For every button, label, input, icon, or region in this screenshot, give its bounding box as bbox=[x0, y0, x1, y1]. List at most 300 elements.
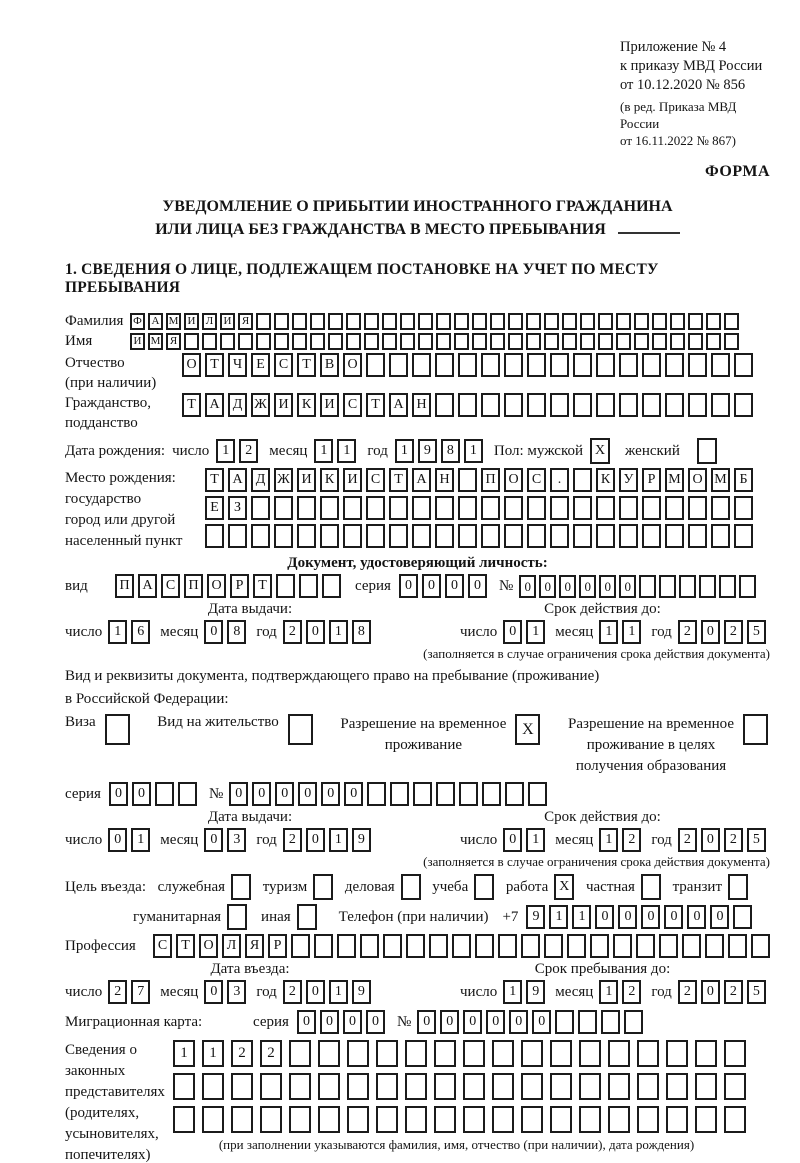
char-box[interactable]: 0 bbox=[320, 1010, 339, 1034]
char-box[interactable] bbox=[528, 782, 547, 806]
char-box[interactable] bbox=[739, 575, 756, 598]
char-box[interactable]: Т bbox=[205, 353, 224, 377]
char-box[interactable]: Б bbox=[734, 468, 753, 492]
char-box[interactable] bbox=[458, 468, 477, 492]
char-box[interactable] bbox=[364, 313, 379, 330]
char-box[interactable]: 0 bbox=[701, 828, 720, 852]
char-box[interactable] bbox=[573, 468, 592, 492]
char-box[interactable] bbox=[383, 934, 402, 958]
char-box[interactable]: Т bbox=[176, 934, 195, 958]
char-box[interactable]: О bbox=[182, 353, 201, 377]
char-box[interactable]: С bbox=[153, 934, 172, 958]
char-box[interactable] bbox=[202, 333, 217, 350]
char-box[interactable] bbox=[666, 1073, 688, 1100]
char-box[interactable]: 8 bbox=[227, 620, 246, 644]
char-box[interactable] bbox=[318, 1106, 340, 1133]
char-box[interactable]: . bbox=[550, 468, 569, 492]
char-box[interactable]: 3 bbox=[227, 980, 246, 1004]
char-box[interactable] bbox=[320, 524, 339, 548]
char-box[interactable]: 1 bbox=[329, 620, 348, 644]
char-box[interactable] bbox=[544, 333, 559, 350]
char-box[interactable] bbox=[346, 333, 361, 350]
char-box[interactable]: А bbox=[412, 468, 431, 492]
char-box[interactable]: 5 bbox=[747, 828, 766, 852]
char-box[interactable]: О bbox=[343, 353, 362, 377]
char-box[interactable] bbox=[679, 575, 696, 598]
char-box[interactable] bbox=[734, 524, 753, 548]
char-box[interactable] bbox=[688, 393, 707, 417]
char-box[interactable] bbox=[390, 782, 409, 806]
char-box[interactable]: 2 bbox=[283, 980, 302, 1004]
char-box[interactable]: 0 bbox=[599, 575, 616, 598]
char-box[interactable]: С bbox=[366, 468, 385, 492]
char-box[interactable]: И bbox=[320, 393, 339, 417]
char-box[interactable] bbox=[256, 333, 271, 350]
char-box[interactable]: К bbox=[596, 468, 615, 492]
char-box[interactable] bbox=[202, 1073, 224, 1100]
char-box[interactable]: 0 bbox=[297, 1010, 316, 1034]
char-box[interactable] bbox=[220, 333, 235, 350]
char-box[interactable]: 2 bbox=[724, 828, 743, 852]
char-box[interactable] bbox=[688, 496, 707, 520]
char-box[interactable]: С bbox=[527, 468, 546, 492]
char-box[interactable] bbox=[619, 496, 638, 520]
char-box[interactable]: 0 bbox=[559, 575, 576, 598]
char-box[interactable] bbox=[418, 313, 433, 330]
char-box[interactable] bbox=[435, 393, 454, 417]
char-box[interactable]: 1 bbox=[108, 620, 127, 644]
char-box[interactable] bbox=[711, 393, 730, 417]
char-box[interactable]: Т bbox=[182, 393, 201, 417]
char-box[interactable] bbox=[724, 1106, 746, 1133]
char-box[interactable] bbox=[711, 524, 730, 548]
char-box[interactable] bbox=[184, 333, 199, 350]
char-box[interactable] bbox=[550, 524, 569, 548]
char-box[interactable] bbox=[504, 496, 523, 520]
char-box[interactable] bbox=[227, 904, 247, 930]
char-box[interactable] bbox=[405, 1040, 427, 1067]
char-box[interactable] bbox=[436, 333, 451, 350]
char-box[interactable] bbox=[434, 1073, 456, 1100]
char-box[interactable] bbox=[412, 496, 431, 520]
char-box[interactable]: 2 bbox=[283, 620, 302, 644]
char-box[interactable]: 0 bbox=[108, 828, 127, 852]
char-box[interactable]: 0 bbox=[344, 782, 363, 806]
char-box[interactable] bbox=[347, 1106, 369, 1133]
char-box[interactable] bbox=[434, 1040, 456, 1067]
char-box[interactable] bbox=[682, 934, 701, 958]
char-box[interactable] bbox=[481, 353, 500, 377]
char-box[interactable]: 0 bbox=[445, 574, 464, 598]
char-box[interactable] bbox=[400, 333, 415, 350]
char-box[interactable]: О bbox=[199, 934, 218, 958]
char-box[interactable] bbox=[366, 496, 385, 520]
char-box[interactable] bbox=[573, 524, 592, 548]
char-box[interactable] bbox=[505, 782, 524, 806]
char-box[interactable] bbox=[637, 1073, 659, 1100]
char-box[interactable] bbox=[413, 782, 432, 806]
char-box[interactable]: 1 bbox=[464, 439, 483, 463]
char-box[interactable]: X bbox=[515, 714, 540, 745]
char-box[interactable] bbox=[636, 934, 655, 958]
char-box[interactable] bbox=[481, 393, 500, 417]
char-box[interactable] bbox=[412, 353, 431, 377]
char-box[interactable] bbox=[641, 874, 661, 900]
char-box[interactable]: 0 bbox=[664, 905, 683, 929]
char-box[interactable]: 1 bbox=[526, 828, 545, 852]
char-box[interactable]: 2 bbox=[678, 980, 697, 1004]
char-box[interactable] bbox=[619, 353, 638, 377]
char-box[interactable]: 2 bbox=[239, 439, 258, 463]
char-box[interactable] bbox=[492, 1073, 514, 1100]
char-box[interactable] bbox=[178, 782, 197, 806]
char-box[interactable]: 5 bbox=[747, 620, 766, 644]
char-box[interactable] bbox=[376, 1106, 398, 1133]
char-box[interactable]: Р bbox=[268, 934, 287, 958]
char-box[interactable]: Н bbox=[412, 393, 431, 417]
char-box[interactable]: М bbox=[665, 468, 684, 492]
char-box[interactable]: П bbox=[481, 468, 500, 492]
char-box[interactable]: 2 bbox=[231, 1040, 253, 1067]
char-box[interactable]: 0 bbox=[306, 620, 325, 644]
char-box[interactable]: 0 bbox=[463, 1010, 482, 1034]
char-box[interactable]: 0 bbox=[519, 575, 536, 598]
char-box[interactable] bbox=[498, 934, 517, 958]
char-box[interactable]: 0 bbox=[539, 575, 556, 598]
char-box[interactable] bbox=[463, 1073, 485, 1100]
char-box[interactable] bbox=[434, 1106, 456, 1133]
char-box[interactable] bbox=[573, 496, 592, 520]
char-box[interactable] bbox=[724, 313, 739, 330]
char-box[interactable]: С bbox=[161, 574, 180, 598]
char-box[interactable]: 0 bbox=[298, 782, 317, 806]
char-box[interactable] bbox=[322, 574, 341, 598]
char-box[interactable] bbox=[751, 934, 770, 958]
char-box[interactable]: 2 bbox=[108, 980, 127, 1004]
char-box[interactable]: Н bbox=[435, 468, 454, 492]
char-box[interactable]: А bbox=[389, 393, 408, 417]
char-box[interactable] bbox=[590, 934, 609, 958]
char-box[interactable] bbox=[320, 496, 339, 520]
char-box[interactable] bbox=[360, 934, 379, 958]
char-box[interactable] bbox=[665, 524, 684, 548]
char-box[interactable]: 0 bbox=[229, 782, 248, 806]
char-box[interactable]: 1 bbox=[526, 620, 545, 644]
char-box[interactable]: X bbox=[590, 438, 610, 464]
char-box[interactable]: М bbox=[148, 333, 163, 350]
char-box[interactable]: И bbox=[220, 313, 235, 330]
char-box[interactable] bbox=[544, 934, 563, 958]
char-box[interactable] bbox=[550, 1040, 572, 1067]
char-box[interactable] bbox=[260, 1106, 282, 1133]
char-box[interactable] bbox=[238, 333, 253, 350]
char-box[interactable] bbox=[579, 1106, 601, 1133]
char-box[interactable] bbox=[313, 874, 333, 900]
char-box[interactable]: 1 bbox=[503, 980, 522, 1004]
char-box[interactable]: 2 bbox=[678, 620, 697, 644]
char-box[interactable]: 0 bbox=[204, 620, 223, 644]
char-box[interactable]: Т bbox=[366, 393, 385, 417]
char-box[interactable] bbox=[492, 1106, 514, 1133]
char-box[interactable]: М bbox=[711, 468, 730, 492]
char-box[interactable] bbox=[527, 496, 546, 520]
char-box[interactable] bbox=[579, 1073, 601, 1100]
char-box[interactable] bbox=[521, 934, 540, 958]
char-box[interactable] bbox=[634, 313, 649, 330]
char-box[interactable] bbox=[526, 313, 541, 330]
char-box[interactable]: 9 bbox=[526, 905, 545, 929]
char-box[interactable] bbox=[550, 496, 569, 520]
char-box[interactable] bbox=[724, 1040, 746, 1067]
char-box[interactable] bbox=[492, 1040, 514, 1067]
char-box[interactable] bbox=[719, 575, 736, 598]
char-box[interactable]: 0 bbox=[486, 1010, 505, 1034]
char-box[interactable] bbox=[743, 714, 768, 745]
char-box[interactable]: 1 bbox=[329, 828, 348, 852]
char-box[interactable] bbox=[289, 1073, 311, 1100]
char-box[interactable]: Р bbox=[230, 574, 249, 598]
char-box[interactable]: И bbox=[130, 333, 145, 350]
char-box[interactable] bbox=[642, 393, 661, 417]
char-box[interactable] bbox=[297, 496, 316, 520]
char-box[interactable] bbox=[608, 1040, 630, 1067]
char-box[interactable]: 0 bbox=[366, 1010, 385, 1034]
char-box[interactable] bbox=[337, 934, 356, 958]
char-box[interactable] bbox=[274, 313, 289, 330]
char-box[interactable] bbox=[688, 524, 707, 548]
char-box[interactable]: Ж bbox=[274, 468, 293, 492]
char-box[interactable] bbox=[256, 313, 271, 330]
char-box[interactable] bbox=[666, 1106, 688, 1133]
char-box[interactable] bbox=[734, 393, 753, 417]
char-box[interactable] bbox=[616, 333, 631, 350]
char-box[interactable] bbox=[343, 496, 362, 520]
char-box[interactable]: Я bbox=[238, 313, 253, 330]
char-box[interactable] bbox=[490, 333, 505, 350]
char-box[interactable] bbox=[728, 934, 747, 958]
char-box[interactable]: Л bbox=[222, 934, 241, 958]
char-box[interactable] bbox=[454, 313, 469, 330]
char-box[interactable] bbox=[105, 714, 130, 745]
char-box[interactable]: 0 bbox=[687, 905, 706, 929]
char-box[interactable]: О bbox=[207, 574, 226, 598]
char-box[interactable]: 0 bbox=[252, 782, 271, 806]
char-box[interactable]: И bbox=[297, 468, 316, 492]
char-box[interactable] bbox=[670, 333, 685, 350]
char-box[interactable]: Е bbox=[205, 496, 224, 520]
char-box[interactable]: 2 bbox=[283, 828, 302, 852]
char-box[interactable] bbox=[596, 496, 615, 520]
char-box[interactable] bbox=[508, 313, 523, 330]
char-box[interactable]: 0 bbox=[422, 574, 441, 598]
char-box[interactable] bbox=[666, 1040, 688, 1067]
char-box[interactable] bbox=[608, 1073, 630, 1100]
char-box[interactable] bbox=[665, 393, 684, 417]
char-box[interactable] bbox=[695, 1106, 717, 1133]
char-box[interactable] bbox=[347, 1040, 369, 1067]
char-box[interactable] bbox=[481, 496, 500, 520]
char-box[interactable] bbox=[688, 313, 703, 330]
char-box[interactable]: 7 bbox=[131, 980, 150, 1004]
char-box[interactable] bbox=[526, 333, 541, 350]
char-box[interactable]: 0 bbox=[509, 1010, 528, 1034]
char-box[interactable] bbox=[596, 353, 615, 377]
char-box[interactable] bbox=[567, 934, 586, 958]
char-box[interactable] bbox=[659, 934, 678, 958]
char-box[interactable] bbox=[573, 393, 592, 417]
char-box[interactable]: 9 bbox=[352, 980, 371, 1004]
char-box[interactable] bbox=[459, 782, 478, 806]
char-box[interactable]: Т bbox=[253, 574, 272, 598]
char-box[interactable]: О bbox=[504, 468, 523, 492]
char-box[interactable]: П bbox=[115, 574, 134, 598]
char-box[interactable] bbox=[695, 1040, 717, 1067]
char-box[interactable]: А bbox=[205, 393, 224, 417]
char-box[interactable] bbox=[463, 1106, 485, 1133]
char-box[interactable] bbox=[318, 1073, 340, 1100]
char-box[interactable] bbox=[562, 333, 577, 350]
char-box[interactable] bbox=[527, 353, 546, 377]
char-box[interactable]: 0 bbox=[579, 575, 596, 598]
char-box[interactable] bbox=[418, 333, 433, 350]
char-box[interactable] bbox=[288, 714, 313, 745]
char-box[interactable] bbox=[389, 496, 408, 520]
char-box[interactable]: М bbox=[166, 313, 181, 330]
char-box[interactable] bbox=[429, 934, 448, 958]
char-box[interactable] bbox=[231, 874, 251, 900]
char-box[interactable] bbox=[724, 333, 739, 350]
char-box[interactable]: У bbox=[619, 468, 638, 492]
char-box[interactable]: 8 bbox=[441, 439, 460, 463]
char-box[interactable] bbox=[616, 313, 631, 330]
char-box[interactable]: 2 bbox=[724, 620, 743, 644]
char-box[interactable] bbox=[436, 782, 455, 806]
char-box[interactable]: 1 bbox=[314, 439, 333, 463]
char-box[interactable] bbox=[527, 524, 546, 548]
char-box[interactable]: 0 bbox=[595, 905, 614, 929]
char-box[interactable] bbox=[665, 496, 684, 520]
char-box[interactable]: И bbox=[343, 468, 362, 492]
char-box[interactable]: 0 bbox=[306, 980, 325, 1004]
char-box[interactable] bbox=[598, 313, 613, 330]
char-box[interactable]: 0 bbox=[132, 782, 151, 806]
char-box[interactable] bbox=[435, 353, 454, 377]
char-box[interactable] bbox=[665, 353, 684, 377]
char-box[interactable] bbox=[639, 575, 656, 598]
char-box[interactable] bbox=[364, 333, 379, 350]
char-box[interactable] bbox=[454, 333, 469, 350]
char-box[interactable] bbox=[173, 1073, 195, 1100]
char-box[interactable]: 0 bbox=[306, 828, 325, 852]
char-box[interactable]: 0 bbox=[343, 1010, 362, 1034]
char-box[interactable] bbox=[251, 496, 270, 520]
char-box[interactable] bbox=[347, 1073, 369, 1100]
char-box[interactable]: Е bbox=[251, 353, 270, 377]
char-box[interactable]: Р bbox=[642, 468, 661, 492]
char-box[interactable]: 0 bbox=[204, 828, 223, 852]
char-box[interactable] bbox=[274, 496, 293, 520]
char-box[interactable]: 3 bbox=[227, 828, 246, 852]
char-box[interactable] bbox=[508, 333, 523, 350]
char-box[interactable] bbox=[504, 353, 523, 377]
char-box[interactable] bbox=[728, 874, 748, 900]
char-box[interactable] bbox=[688, 353, 707, 377]
char-box[interactable]: 0 bbox=[701, 980, 720, 1004]
char-box[interactable]: 6 bbox=[131, 620, 150, 644]
char-box[interactable]: 0 bbox=[619, 575, 636, 598]
char-box[interactable] bbox=[659, 575, 676, 598]
char-box[interactable]: И bbox=[274, 393, 293, 417]
char-box[interactable]: 1 bbox=[622, 620, 641, 644]
char-box[interactable]: 0 bbox=[503, 828, 522, 852]
char-box[interactable]: 2 bbox=[622, 828, 641, 852]
char-box[interactable] bbox=[573, 353, 592, 377]
char-box[interactable]: С bbox=[343, 393, 362, 417]
char-box[interactable] bbox=[436, 313, 451, 330]
char-box[interactable] bbox=[706, 333, 721, 350]
char-box[interactable] bbox=[613, 934, 632, 958]
char-box[interactable] bbox=[289, 1106, 311, 1133]
char-box[interactable] bbox=[475, 934, 494, 958]
char-box[interactable] bbox=[596, 393, 615, 417]
char-box[interactable] bbox=[474, 874, 494, 900]
char-box[interactable] bbox=[274, 333, 289, 350]
char-box[interactable] bbox=[504, 524, 523, 548]
char-box[interactable] bbox=[697, 438, 717, 464]
char-box[interactable] bbox=[318, 1040, 340, 1067]
char-box[interactable] bbox=[711, 496, 730, 520]
char-box[interactable]: Л bbox=[202, 313, 217, 330]
char-box[interactable] bbox=[412, 524, 431, 548]
char-box[interactable] bbox=[481, 524, 500, 548]
char-box[interactable] bbox=[596, 524, 615, 548]
char-box[interactable]: 1 bbox=[549, 905, 568, 929]
char-box[interactable] bbox=[376, 1040, 398, 1067]
char-box[interactable] bbox=[314, 934, 333, 958]
char-box[interactable]: 9 bbox=[418, 439, 437, 463]
char-box[interactable] bbox=[155, 782, 174, 806]
char-box[interactable] bbox=[463, 1040, 485, 1067]
char-box[interactable]: 0 bbox=[417, 1010, 436, 1034]
char-box[interactable] bbox=[642, 524, 661, 548]
char-box[interactable]: X bbox=[554, 874, 574, 900]
char-box[interactable]: Д bbox=[251, 468, 270, 492]
char-box[interactable] bbox=[406, 934, 425, 958]
char-box[interactable]: О bbox=[688, 468, 707, 492]
char-box[interactable] bbox=[580, 333, 595, 350]
char-box[interactable] bbox=[652, 313, 667, 330]
char-box[interactable] bbox=[274, 524, 293, 548]
char-box[interactable]: 0 bbox=[618, 905, 637, 929]
char-box[interactable]: 2 bbox=[724, 980, 743, 1004]
char-box[interactable] bbox=[228, 524, 247, 548]
char-box[interactable]: Т bbox=[297, 353, 316, 377]
char-box[interactable] bbox=[637, 1040, 659, 1067]
char-box[interactable] bbox=[637, 1106, 659, 1133]
char-box[interactable] bbox=[289, 1040, 311, 1067]
char-box[interactable]: 0 bbox=[275, 782, 294, 806]
char-box[interactable] bbox=[688, 333, 703, 350]
char-box[interactable] bbox=[173, 1106, 195, 1133]
char-box[interactable]: К bbox=[297, 393, 316, 417]
char-box[interactable] bbox=[435, 496, 454, 520]
char-box[interactable] bbox=[482, 782, 501, 806]
char-box[interactable] bbox=[734, 496, 753, 520]
char-box[interactable] bbox=[601, 1010, 620, 1034]
char-box[interactable]: 9 bbox=[352, 828, 371, 852]
char-box[interactable] bbox=[562, 313, 577, 330]
char-box[interactable]: 0 bbox=[440, 1010, 459, 1034]
